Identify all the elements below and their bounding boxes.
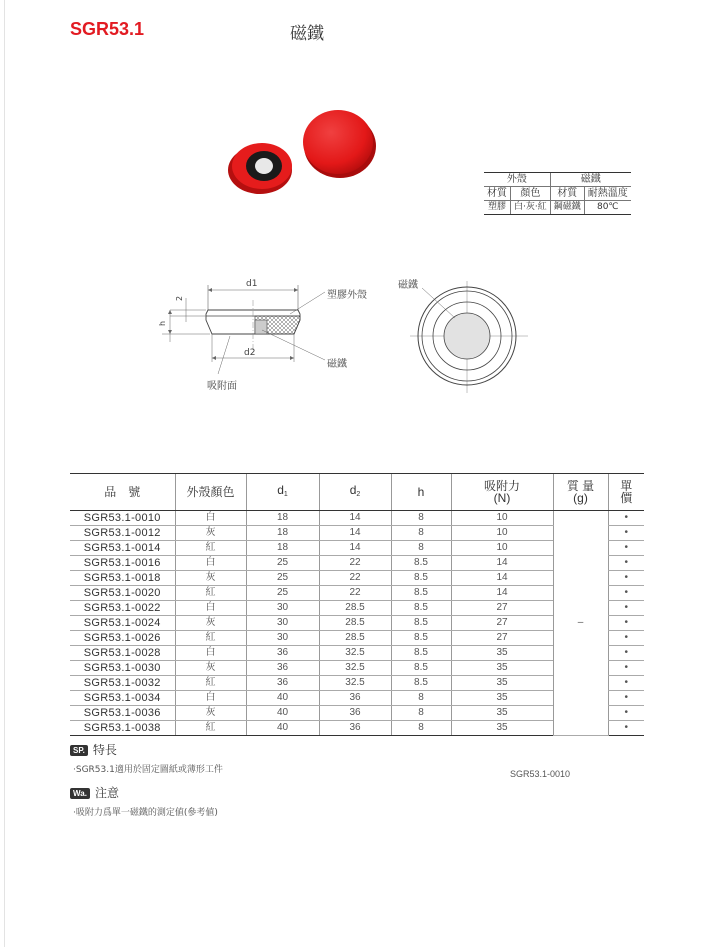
cell-code: SGR53.1-0028 [70, 646, 175, 661]
cell-price: • [608, 676, 644, 691]
cell-force: 27 [451, 601, 553, 616]
figure-reference: SGR53.1-0010 [510, 769, 571, 779]
magnet-bottom-view [228, 143, 292, 194]
cell-price: • [608, 691, 644, 706]
cell-code: SGR53.1-0030 [70, 661, 175, 676]
cell-force: 27 [451, 631, 553, 646]
col-weight: 質 量 (g) [553, 474, 608, 511]
cell-color: 白 [175, 601, 246, 616]
label-h: h [158, 320, 168, 327]
cell-code: SGR53.1-0016 [70, 556, 175, 571]
table-body [70, 511, 644, 736]
notes-badge: Wa. [70, 788, 90, 799]
magnet-top-view [303, 110, 376, 178]
cell-color: 紅 [175, 586, 246, 601]
cell-h: 8.5 [391, 556, 451, 571]
spec-col-magnet-material: 材質 [550, 187, 584, 201]
cell-d1: 18 [246, 541, 319, 556]
spec-group-magnet: 磁鐵 [550, 173, 631, 187]
cell-color: 灰 [175, 706, 246, 721]
cell-h: 8.5 [391, 586, 451, 601]
cell-d2: 32.5 [319, 676, 391, 691]
cell-color: 灰 [175, 526, 246, 541]
spec-temp: 80℃ [584, 201, 631, 215]
cell-h: 8.5 [391, 616, 451, 631]
label-contact-face: 吸附面 [207, 381, 237, 392]
cell-color: 白 [175, 691, 246, 706]
cell-h: 8 [391, 706, 451, 721]
spec-col-temp: 耐熱溫度 [584, 187, 631, 201]
cell-d1: 30 [246, 601, 319, 616]
cell-force: 27 [451, 616, 553, 631]
cell-force: 35 [451, 676, 553, 691]
spec-magnet-material: 鋼磁鐵 [550, 201, 584, 215]
top-view-drawing [410, 278, 530, 393]
cell-price: • [608, 556, 644, 571]
cell-weight: – [553, 511, 608, 736]
col-price: 單 價 [608, 474, 644, 511]
spec-shell-colors: 白‧灰‧紅 [511, 201, 551, 215]
cell-code: SGR53.1-0034 [70, 691, 175, 706]
cell-code: SGR53.1-0010 [70, 511, 175, 526]
cell-code: SGR53.1-0022 [70, 601, 175, 616]
col-force: 吸附力 (N) [451, 474, 553, 511]
cell-d2: 28.5 [319, 631, 391, 646]
cell-code: SGR53.1-0024 [70, 616, 175, 631]
cell-price: • [608, 646, 644, 661]
cell-d1: 36 [246, 646, 319, 661]
cell-d1: 18 [246, 526, 319, 541]
cell-price: • [608, 616, 644, 631]
cell-d1: 36 [246, 676, 319, 691]
cell-code: SGR53.1-0038 [70, 721, 175, 736]
cell-color: 灰 [175, 616, 246, 631]
cell-color: 紅 [175, 721, 246, 736]
page-title: 磁鐵 [290, 24, 324, 44]
cell-force: 14 [451, 586, 553, 601]
cell-h: 8.5 [391, 601, 451, 616]
cell-d2: 32.5 [319, 646, 391, 661]
cell-force: 35 [451, 661, 553, 676]
cell-d1: 40 [246, 691, 319, 706]
cell-code: SGR53.1-0014 [70, 541, 175, 556]
cell-price: • [608, 706, 644, 721]
table-row [70, 511, 644, 526]
notes-text: ‧吸附力爲單一磁鐵的測定値(參考値) [73, 808, 218, 818]
cell-d1: 30 [246, 616, 319, 631]
cell-force: 35 [451, 691, 553, 706]
label-d1: d1 [246, 279, 258, 289]
cell-color: 紅 [175, 541, 246, 556]
cell-d2: 14 [319, 511, 391, 526]
col-d1: $d_1$ [246, 474, 319, 511]
cell-color: 白 [175, 646, 246, 661]
cell-force: 35 [451, 706, 553, 721]
cell-d1: 25 [246, 586, 319, 601]
spec-shell-material: 塑膠 [484, 201, 511, 215]
cell-d1: 30 [246, 631, 319, 646]
cell-d2: 28.5 [319, 616, 391, 631]
cell-price: • [608, 721, 644, 736]
features-text: ‧SGR53.1適用於固定圖紙或薄形工件 [73, 765, 223, 775]
cell-color: 紅 [175, 676, 246, 691]
cell-h: 8 [391, 511, 451, 526]
cell-price: • [608, 586, 644, 601]
cell-code: SGR53.1-0032 [70, 676, 175, 691]
cell-force: 10 [451, 526, 553, 541]
cell-d1: 18 [246, 511, 319, 526]
cell-d2: 14 [319, 541, 391, 556]
label-d2: d2 [244, 348, 256, 358]
cell-color: 白 [175, 556, 246, 571]
product-photo [220, 98, 390, 198]
label-magnet-top: 磁鐵 [398, 280, 418, 291]
cell-d2: 36 [319, 721, 391, 736]
features-heading: SP. 特長 [70, 741, 117, 758]
col-code: 品 號 [70, 474, 175, 511]
cell-price: • [608, 511, 644, 526]
cell-price: • [608, 661, 644, 676]
cell-d2: 36 [319, 706, 391, 721]
cell-h: 8 [391, 691, 451, 706]
cell-force: 14 [451, 556, 553, 571]
cell-color: 白 [175, 511, 246, 526]
cell-d2: 14 [319, 526, 391, 541]
cell-d1: 40 [246, 721, 319, 736]
cell-code: SGR53.1-0020 [70, 586, 175, 601]
cell-code: SGR53.1-0018 [70, 571, 175, 586]
cell-d2: 22 [319, 571, 391, 586]
spec-group-shell: 外殼 [484, 173, 550, 187]
cell-h: 8.5 [391, 571, 451, 586]
cell-price: • [608, 631, 644, 646]
cell-d1: 40 [246, 706, 319, 721]
notes-heading: Wa. 注意 [70, 784, 119, 801]
cell-h: 8.5 [391, 661, 451, 676]
cell-d1: 36 [246, 661, 319, 676]
product-code: SGR53.1 [70, 19, 145, 39]
cell-h: 8 [391, 541, 451, 556]
col-h: h [391, 474, 451, 511]
cell-h: 8.5 [391, 646, 451, 661]
cell-d1: 25 [246, 571, 319, 586]
spec-col-color: 顏色 [511, 187, 551, 201]
cell-force: 35 [451, 646, 553, 661]
table-header [70, 474, 644, 511]
cell-code: SGR53.1-0036 [70, 706, 175, 721]
page-margin-rule [4, 0, 5, 947]
cell-color: 灰 [175, 661, 246, 676]
cell-code: SGR53.1-0026 [70, 631, 175, 646]
cell-d2: 22 [319, 586, 391, 601]
col-color: 外殼顏色 [175, 474, 246, 511]
cell-h: 8.5 [391, 676, 451, 691]
product-table [70, 473, 644, 736]
cell-d2: 22 [319, 556, 391, 571]
cell-price: • [608, 571, 644, 586]
cell-force: 10 [451, 511, 553, 526]
cell-h: 8 [391, 526, 451, 541]
cell-h: 8 [391, 721, 451, 736]
features-badge: SP. [70, 745, 88, 756]
cell-price: • [608, 541, 644, 556]
cell-price: • [608, 601, 644, 616]
cell-code: SGR53.1-0012 [70, 526, 175, 541]
label-2: 2 [175, 295, 185, 302]
cell-force: 35 [451, 721, 553, 736]
cell-color: 灰 [175, 571, 246, 586]
cell-force: 14 [451, 571, 553, 586]
cell-d2: 28.5 [319, 601, 391, 616]
cell-d2: 32.5 [319, 661, 391, 676]
cell-force: 10 [451, 541, 553, 556]
cell-h: 8.5 [391, 631, 451, 646]
col-d2: $d_2$ [319, 474, 391, 511]
cell-d2: 36 [319, 691, 391, 706]
label-shell: 塑膠外殼 [327, 290, 367, 301]
label-magnet-side: 磁鐵 [327, 359, 347, 370]
spec-col-material: 材質 [484, 187, 511, 201]
cell-color: 紅 [175, 631, 246, 646]
material-spec-table [484, 172, 631, 215]
cell-d1: 25 [246, 556, 319, 571]
cell-price: • [608, 526, 644, 541]
